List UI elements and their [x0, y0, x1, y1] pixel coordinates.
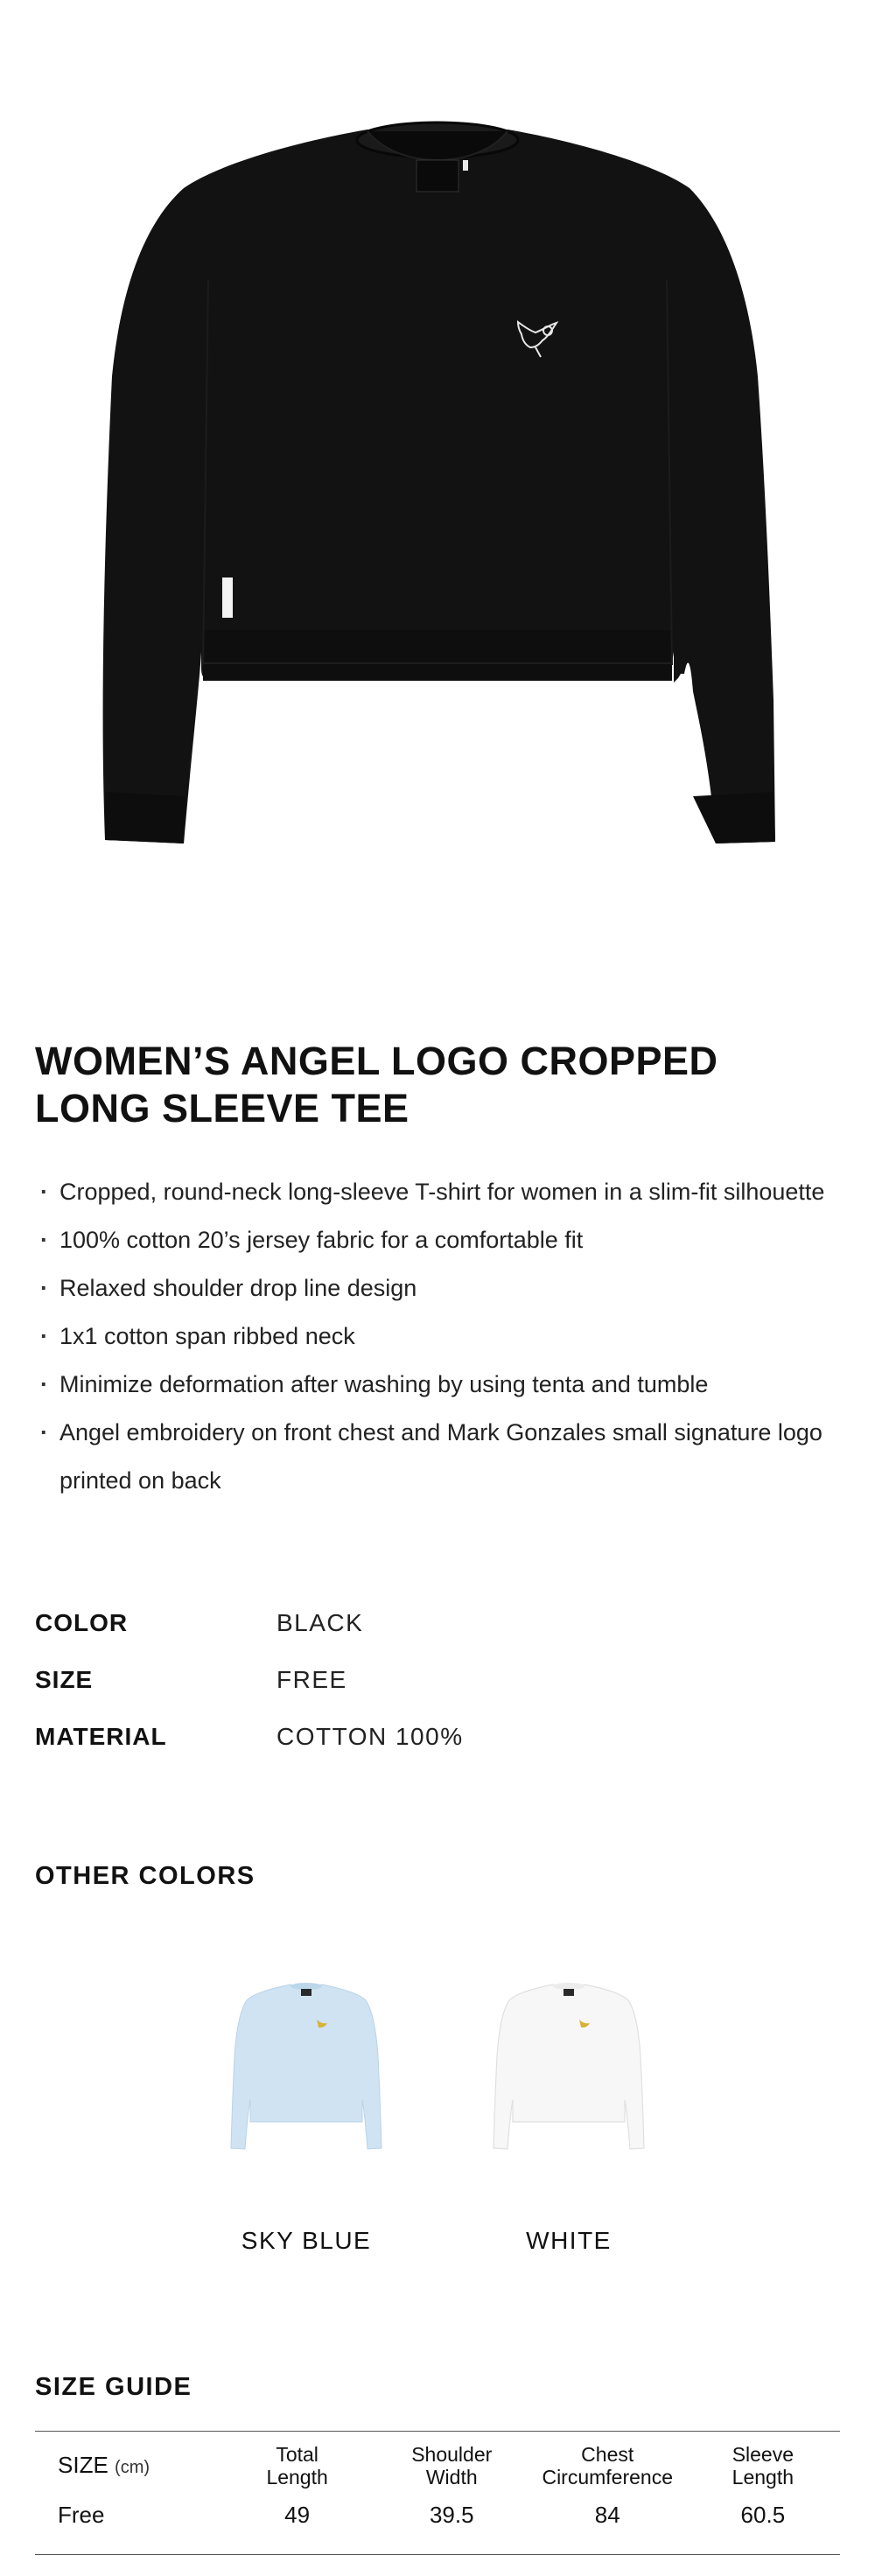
size-table-header-row: [35, 2432, 840, 2501]
spec-row-color: [35, 1594, 840, 1651]
column-header-total-length: [220, 2432, 374, 2501]
product-title: WOMEN’S ANGEL LOGO CROPPED LONG SLEEVE TEE: [35, 1039, 718, 1130]
sky-blue-tee-thumbnail-icon: [219, 1969, 394, 2161]
header-line: Circumference: [542, 2466, 673, 2488]
table-cell: 49: [284, 2502, 311, 2528]
color-option-sky-blue[interactable]: [219, 1969, 394, 2161]
side-tag: [222, 578, 233, 618]
header-line: Shoulder: [411, 2443, 493, 2466]
header-line: Length: [266, 2466, 328, 2488]
spec-label: MATERIAL: [35, 1722, 167, 1750]
header-line: Width: [425, 2466, 478, 2488]
size-guide-heading: SIZE GUIDE: [35, 2373, 192, 2401]
header-line: Total: [276, 2443, 318, 2466]
feature-item: · Relaxed shoulder drop line design: [35, 1264, 849, 1312]
product-image: [0, 0, 875, 998]
table-row: [35, 2500, 840, 2555]
color-option-label[interactable]: WHITE: [526, 2227, 612, 2254]
size-tag: [463, 160, 468, 171]
shirt-body: [103, 130, 775, 844]
feature-list: [35, 1168, 849, 1505]
feature-item: · 100% cotton 20’s jersey fabric for a comfortable fit: [35, 1216, 849, 1264]
spec-label: SIZE: [35, 1665, 94, 1693]
size-cell: Free: [58, 2502, 105, 2528]
spec-value: COTTON 100%: [276, 1722, 464, 1750]
header-line: Sleeve: [732, 2443, 794, 2466]
shirt-hem: [203, 630, 672, 681]
other-colors-heading: OTHER COLORS: [35, 1862, 256, 1890]
spec-row-material: [35, 1708, 840, 1765]
color-option-white[interactable]: [481, 1969, 656, 2161]
feature-item: · Minimize deformation after washing by using tenta and tumble: [35, 1361, 849, 1409]
color-option-label[interactable]: SKY BLUE: [241, 2227, 372, 2254]
column-header-shoulder-width: [374, 2432, 529, 2501]
neck-label: [416, 160, 458, 192]
table-cell: 60.5: [740, 2502, 786, 2528]
spec-label: COLOR: [35, 1608, 129, 1636]
size-label: SIZE: [58, 2451, 108, 2478]
unit-label: (cm): [115, 2457, 150, 2477]
column-header-sleeve-length: [686, 2432, 840, 2501]
spec-table: [35, 1594, 840, 1765]
size-column-header: [35, 2432, 220, 2501]
spec-value: FREE: [276, 1665, 347, 1693]
feature-item: · Cropped, round-neck long-sleeve T-shirt for women in a slim-fit silhouette: [35, 1168, 849, 1216]
spec-value: BLACK: [276, 1608, 364, 1636]
left-cuff: [105, 792, 186, 844]
table-cell: 84: [594, 2502, 620, 2528]
right-cuff: [693, 792, 775, 844]
feature-item: · Angel embroidery on front chest and Mark Gonzales small signature logo printed on back: [35, 1409, 849, 1505]
table-cell: 39.5: [429, 2502, 474, 2528]
column-header-chest-circumference: [529, 2432, 686, 2501]
header-line: Chest: [581, 2443, 634, 2466]
size-guide-table: [35, 2431, 840, 2555]
black-long-sleeve-tee-image: [0, 0, 875, 998]
header-line: Length: [732, 2466, 794, 2488]
feature-item: · 1x1 cotton span ribbed neck: [35, 1312, 849, 1361]
white-tee-thumbnail-icon: [481, 1969, 656, 2161]
spec-row-size: [35, 1651, 840, 1708]
